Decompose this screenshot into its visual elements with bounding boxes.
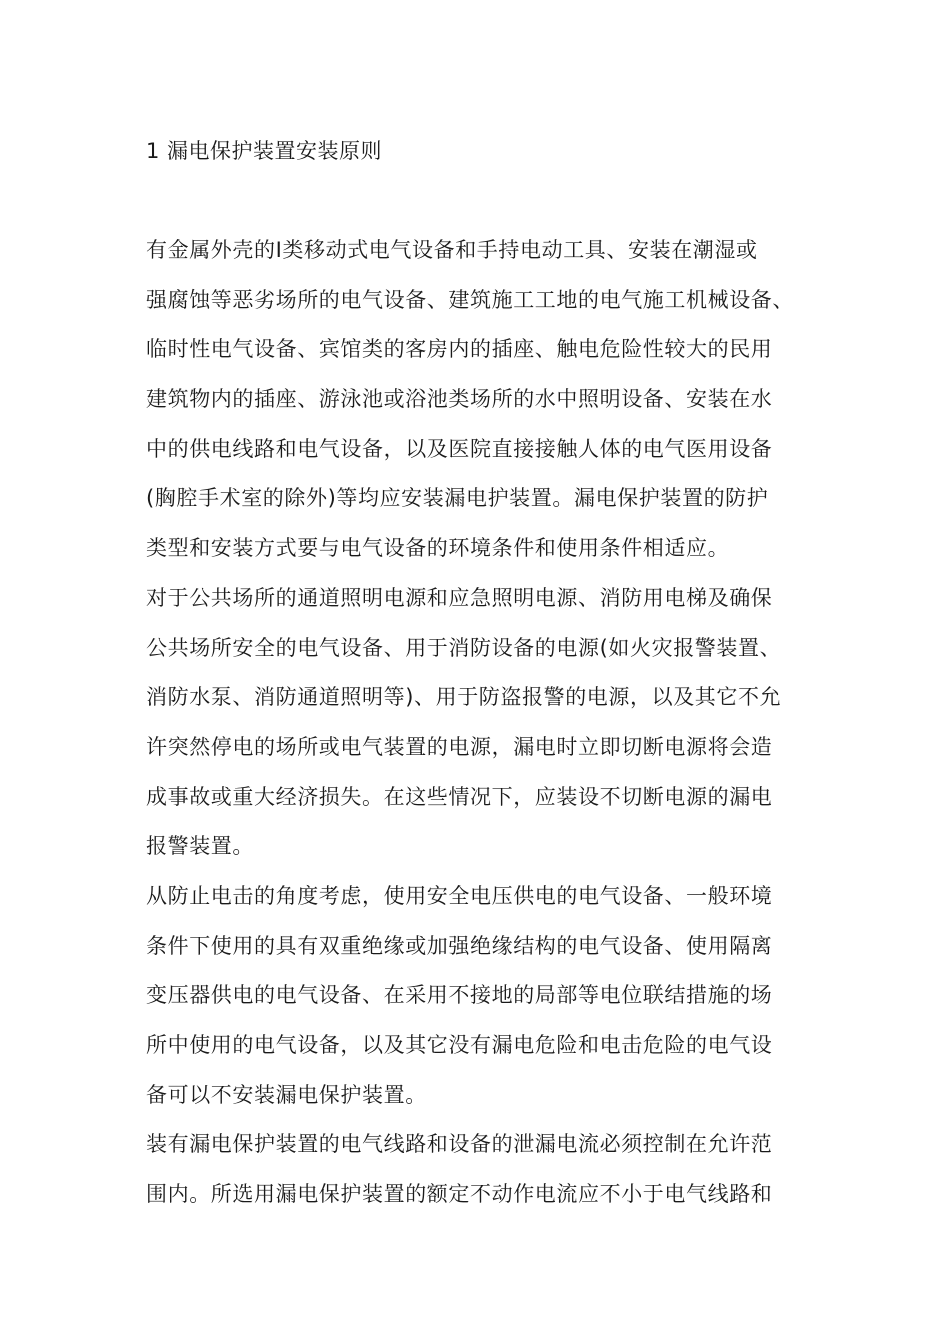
text-line: 消防水泵、消防通道照明等)、用于防盗报警的电源，以及其它不允 — [146, 685, 782, 710]
text-line: 从防止电击的角度考虑，使用安全电压供电的电气设备、一般环境 — [146, 883, 773, 908]
text-line: (胸腔手术室的除外)等均应安装漏电护装置。漏电保护装置的防护 — [146, 486, 769, 511]
text-line: 装有漏电保护装置的电气线路和设备的泄漏电流必须控制在允许范 — [146, 1132, 773, 1157]
text-line: 所中使用的电气设备，以及其它没有漏电危险和电击危险的电气设 — [146, 1033, 773, 1057]
text-line: 报警装置。 — [146, 834, 254, 859]
text-line: 许突然停电的场所或电气装置的电源，漏电时立即切断电源将会造 — [146, 734, 773, 759]
body-text — [146, 232, 806, 1226]
text-line: 中的供电线路和电气设备，以及医院直接接触人体的电气医用设备 — [146, 436, 773, 461]
text-line: 临时性电气设备、宾馆类的客房内的插座、触电危险性较大的民用 — [146, 337, 773, 362]
text-line: 变压器供电的电气设备、在采用不接地的局部等电位联结措施的场 — [146, 983, 773, 1008]
text-line: 有金属外壳的Ⅰ类移动式电气设备和手持电动工具、安装在潮湿或 — [146, 238, 758, 262]
text-line: 强腐蚀等恶劣场所的电气设备、建筑施工工地的电气施工机械设备、 — [146, 287, 794, 312]
text-line: 成事故或重大经济损失。在这些情况下，应装设不切断电源的漏电 — [146, 784, 773, 809]
section-heading: 1 漏电保护装置安装原则 — [146, 139, 383, 163]
text-line: 建筑物内的插座、游泳池或浴池类场所的水中照明设备、安装在水 — [146, 387, 773, 412]
text-line: 公共场所安全的电气设备、用于消防设备的电源(如火灾报警装置、 — [146, 635, 782, 660]
text-line: 对于公共场所的通道照明电源和应急照明电源、消防用电梯及确保 — [146, 585, 773, 610]
text-line: 类型和安装方式要与电气设备的环境条件和使用条件相适应。 — [146, 536, 730, 561]
text-line: 备可以不安装漏电保护装置。 — [146, 1082, 427, 1107]
text-line: 围内。所选用漏电保护装置的额定不动作电流应不小于电气线路和 — [146, 1182, 773, 1207]
text-line: 条件下使用的具有双重绝缘或加强绝缘结构的电气设备、使用隔离 — [146, 933, 773, 958]
